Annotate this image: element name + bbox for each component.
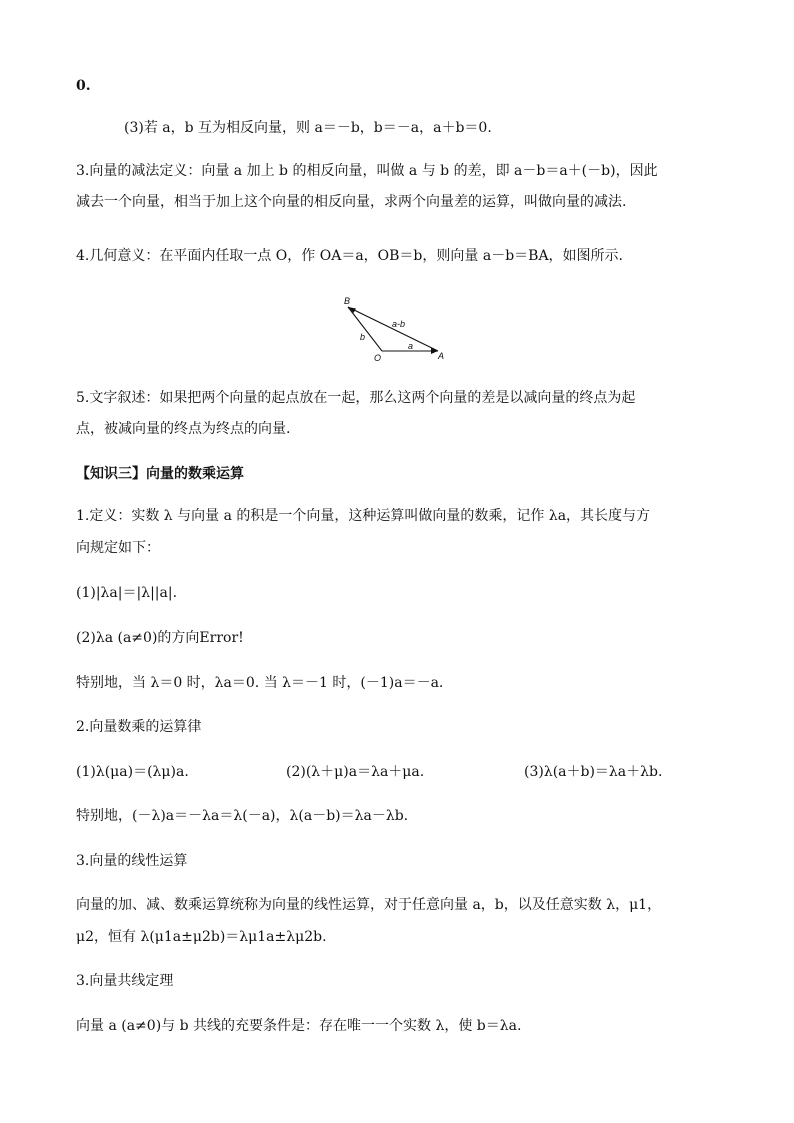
label-a: a	[408, 341, 414, 351]
subtraction-definition-line-1: 3.向量的减法定义：向量 a 加上 b 的相反向量，叫做 a 与 b 的差，即 a－b＝a＋(－b)，因此	[76, 163, 658, 179]
special-cases-line: 特别地，当 λ＝0 时，λa＝0. 当 λ＝－1 时，(－1)a＝－a.	[76, 675, 444, 691]
verbal-description-line-1: 5.文字叙述：如果把两个向量的起点放在一起，那么这两个向量的差是以减向量的终点为起	[76, 390, 636, 406]
scalar-definition-line-2: 向规定如下：	[76, 540, 160, 556]
section-heading-scalar-multiplication: 【知识三】向量的数乘运算	[76, 466, 244, 482]
label-a-minus-b: a-b	[392, 319, 406, 329]
direction-rule: (2)λa (a≠0)的方向Error!	[76, 630, 244, 646]
label-b: b	[360, 332, 366, 342]
vector-b-line	[348, 307, 382, 351]
linear-operation-line-1: 向量的加、减、数乘运算统称为向量的线性运算，对于任意向量 a，b，以及任意实数 λ，μ1，	[76, 897, 662, 913]
special-laws-line: 特别地，(－λ)a＝－λa＝λ(－a)，λ(a－b)＝λa－λb.	[76, 808, 409, 824]
length-rule: (1)|λa|＝|λ||a|.	[76, 585, 178, 601]
verbal-description-line-2: 点，被减向量的终点为终点的向量.	[76, 421, 291, 437]
geometric-meaning-line: 4.几何意义：在平面内任取一点 O，作 OA＝a，OB＝b，则向量 a－b＝BA，如图所示.	[76, 248, 624, 264]
associative-law: (1)λ(μa)＝(λμ)a.	[76, 764, 189, 780]
operation-laws-heading: 2.向量数乘的运算律	[76, 719, 202, 735]
subtraction-definition-line-2: 减去一个向量，相当于加上这个向量的相反向量，求两个向量差的运算，叫做向量的减法.	[76, 194, 627, 210]
opposite-vectors-item: (3)若 a，b 互为相反向量，则 a＝－b，b＝－a，a＋b＝0.	[124, 120, 492, 136]
collinearity-theorem-heading: 3.向量共线定理	[76, 973, 174, 989]
vector-subtraction-figure	[330, 290, 460, 365]
vector-a-minus-b-line	[348, 307, 438, 351]
linear-operation-line-2: μ2，恒有 λ(μ1a±μ2b)＝λμ1a±λμ2b.	[76, 929, 327, 945]
linear-operation-heading: 3.向量的线性运算	[76, 853, 188, 869]
scalar-definition-line-1: 1.定义：实数 λ 与向量 a 的积是一个向量，这种运算叫做向量的数乘，记作 λa，其长度与方	[76, 508, 651, 524]
label-A: A	[438, 351, 445, 361]
first-distributive-law: (2)(λ＋μ)a＝λa＋μa.	[286, 764, 425, 780]
zero-vector-line: 0.	[76, 78, 91, 94]
label-B: B	[344, 296, 351, 306]
label-O: O	[374, 353, 382, 363]
second-distributive-law: (3)λ(a＋b)＝λa＋λb.	[524, 764, 663, 780]
collinearity-theorem-statement: 向量 a (a≠0)与 b 共线的充要条件是：存在唯一一个实数 λ，使 b＝λa.	[76, 1018, 522, 1034]
